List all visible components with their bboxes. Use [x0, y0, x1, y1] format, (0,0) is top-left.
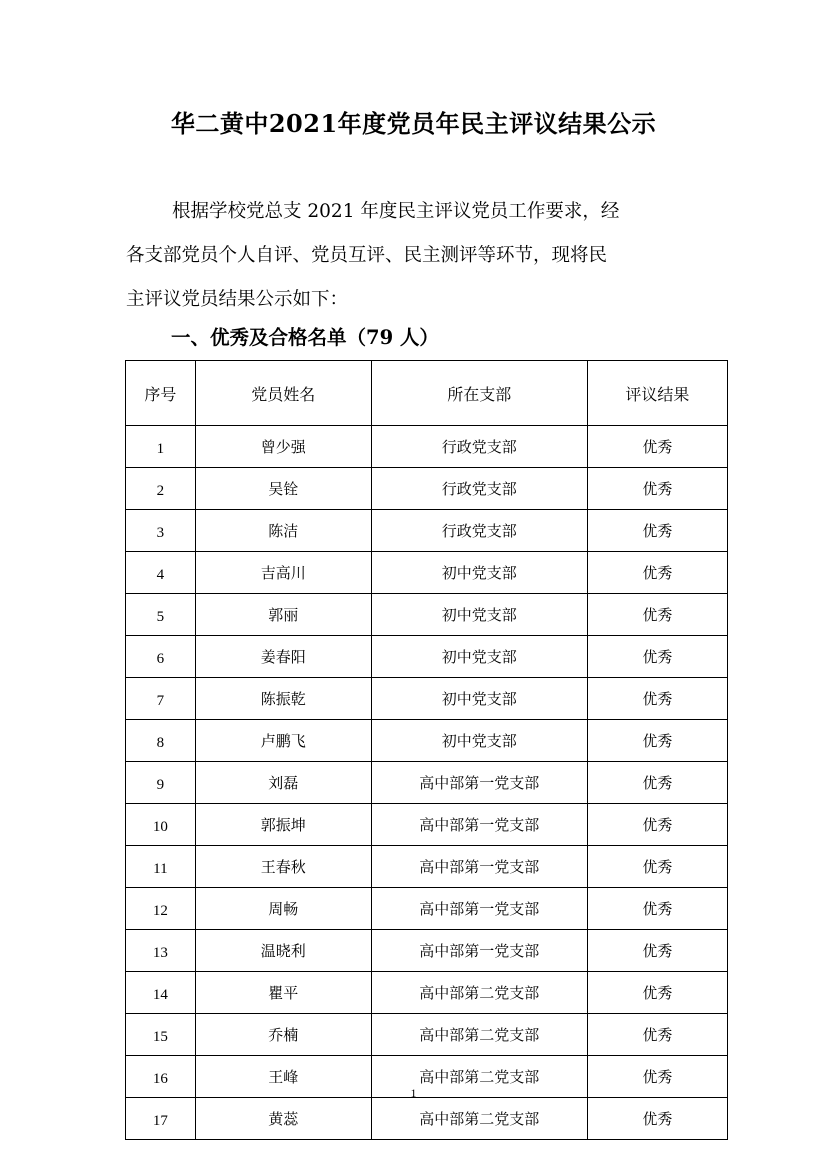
cell-branch: 高中部第一党支部: [371, 804, 587, 846]
cell-branch: 高中部第二党支部: [371, 972, 587, 1014]
cell-branch: 高中部第一党支部: [371, 762, 587, 804]
cell-result: 优秀: [587, 762, 727, 804]
cell-name: 郭振坤: [195, 804, 371, 846]
page-number: 1: [410, 1086, 417, 1100]
document-title: 华二黄中2021年度党员年民主评议结果公示: [170, 109, 657, 138]
intro-line-1: 根据学校党总支 2021 年度民主评议党员工作要求，经: [172, 201, 620, 222]
table-row: [126, 762, 728, 804]
cell-index: 3: [126, 510, 196, 552]
cell-result: 优秀: [587, 510, 727, 552]
cell-index: 4: [126, 552, 196, 594]
cell-branch: 初中党支部: [371, 678, 587, 720]
cell-result: 优秀: [587, 972, 727, 1014]
table-row: [126, 1098, 728, 1140]
cell-index: 8: [126, 720, 196, 762]
cell-name: 王春秋: [195, 846, 371, 888]
cell-result: 优秀: [587, 930, 727, 972]
cell-result: 优秀: [587, 1056, 727, 1098]
cell-name: 乔楠: [195, 1014, 371, 1056]
cell-result: 优秀: [587, 846, 727, 888]
table-row: [126, 636, 728, 678]
cell-branch: 初中党支部: [371, 594, 587, 636]
table-row: [126, 468, 728, 510]
cell-result: 优秀: [587, 636, 727, 678]
cell-index: 1: [126, 426, 196, 468]
table-row: [126, 888, 728, 930]
table-row: [126, 594, 728, 636]
cell-name: 瞿平: [195, 972, 371, 1014]
table-row: [126, 930, 728, 972]
table-row: [126, 720, 728, 762]
cell-result: 优秀: [587, 720, 727, 762]
cell-index: 17: [126, 1098, 196, 1140]
cell-index: 12: [126, 888, 196, 930]
cell-name: 曾少强: [195, 426, 371, 468]
cell-result: 优秀: [587, 552, 727, 594]
cell-name: 陈振乾: [195, 678, 371, 720]
cell-branch: 初中党支部: [371, 552, 587, 594]
cell-name: 王峰: [195, 1056, 371, 1098]
cell-index: 14: [126, 972, 196, 1014]
cell-branch: 高中部第二党支部: [371, 1056, 587, 1098]
cell-name: 卢鹏飞: [195, 720, 371, 762]
intro-paragraph: [126, 190, 706, 322]
table-row: [126, 552, 728, 594]
cell-branch: 高中部第一党支部: [371, 846, 587, 888]
cell-name: 姜春阳: [195, 636, 371, 678]
table-row: [126, 846, 728, 888]
intro-line-3: 主评议党员结果公示如下：: [126, 289, 349, 310]
table-header-row: [126, 361, 728, 426]
cell-index: 13: [126, 930, 196, 972]
cell-name: 温晓利: [195, 930, 371, 972]
evaluation-table: [125, 360, 728, 1140]
cell-branch: 行政党支部: [371, 510, 587, 552]
cell-name: 郭丽: [195, 594, 371, 636]
table-row: [126, 804, 728, 846]
table-row: [126, 972, 728, 1014]
cell-result: 优秀: [587, 468, 727, 510]
cell-name: 黄蕊: [195, 1098, 371, 1140]
cell-branch: 高中部第二党支部: [371, 1098, 587, 1140]
cell-result: 优秀: [587, 1014, 727, 1056]
cell-branch: 行政党支部: [371, 468, 587, 510]
cell-index: 6: [126, 636, 196, 678]
cell-index: 15: [126, 1014, 196, 1056]
intro-line-2: 各支部党员个人自评、党员互评、民主测评等环节，现将民: [126, 245, 608, 266]
cell-name: 刘磊: [195, 762, 371, 804]
cell-branch: 初中党支部: [371, 636, 587, 678]
header-name: 党员姓名: [195, 361, 371, 426]
cell-index: 10: [126, 804, 196, 846]
cell-branch: 高中部第二党支部: [371, 1014, 587, 1056]
cell-name: 陈洁: [195, 510, 371, 552]
header-branch: 所在支部: [371, 361, 587, 426]
table-row: [126, 426, 728, 468]
table-body: [126, 426, 728, 1140]
table-row: [126, 510, 728, 552]
cell-name: 吉高川: [195, 552, 371, 594]
cell-index: 7: [126, 678, 196, 720]
section-heading: 一、优秀及合格名单（79 人）: [171, 326, 439, 349]
cell-result: 优秀: [587, 678, 727, 720]
cell-result: 优秀: [587, 804, 727, 846]
cell-index: 2: [126, 468, 196, 510]
cell-branch: 高中部第一党支部: [371, 888, 587, 930]
cell-result: 优秀: [587, 426, 727, 468]
cell-index: 5: [126, 594, 196, 636]
cell-branch: 初中党支部: [371, 720, 587, 762]
cell-index: 11: [126, 846, 196, 888]
cell-name: 吴铨: [195, 468, 371, 510]
cell-result: 优秀: [587, 1098, 727, 1140]
cell-index: 9: [126, 762, 196, 804]
cell-result: 优秀: [587, 888, 727, 930]
header-index: 序号: [126, 361, 196, 426]
cell-name: 周畅: [195, 888, 371, 930]
table-row: [126, 678, 728, 720]
cell-branch: 行政党支部: [371, 426, 587, 468]
cell-branch: 高中部第一党支部: [371, 930, 587, 972]
table-row: [126, 1014, 728, 1056]
cell-index: 16: [126, 1056, 196, 1098]
header-result: 评议结果: [587, 361, 727, 426]
cell-result: 优秀: [587, 594, 727, 636]
